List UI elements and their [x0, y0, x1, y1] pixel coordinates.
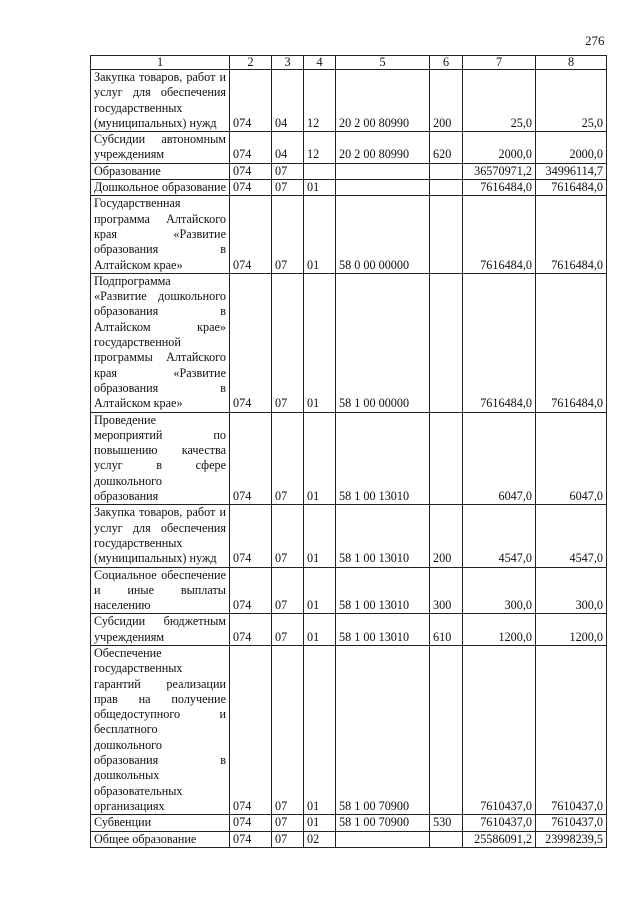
cell-expense-type: 620: [430, 132, 463, 164]
cell-target-article: [336, 180, 430, 196]
cell-ministry-code: 074: [230, 567, 272, 614]
table-row: [91, 132, 607, 164]
cell-amount-1: 7610437,0: [463, 645, 536, 814]
cell-ministry-code: 074: [230, 273, 272, 412]
column-header: 2: [230, 56, 272, 70]
cell-target-article: 58 1 00 13010: [336, 614, 430, 646]
table-row: [91, 505, 607, 567]
column-header: 3: [272, 56, 304, 70]
cell-amount-2: 7610437,0: [536, 645, 607, 814]
cell-amount-2: 34996114,7: [536, 163, 607, 179]
cell-target-article: [336, 831, 430, 847]
column-header: 5: [336, 56, 430, 70]
row-name: Субсидии бюджетным учреждениям: [91, 614, 230, 646]
cell-amount-2: 25,0: [536, 70, 607, 132]
cell-expense-type: 530: [430, 815, 463, 831]
table-row: [91, 273, 607, 412]
cell-section: 07: [272, 163, 304, 179]
cell-amount-2: 7616484,0: [536, 180, 607, 196]
cell-subsection: 12: [304, 70, 336, 132]
cell-expense-type: [430, 412, 463, 505]
cell-amount-1: 7616484,0: [463, 273, 536, 412]
table-row: [91, 614, 607, 646]
cell-amount-2: 6047,0: [536, 412, 607, 505]
cell-amount-1: 36570971,2: [463, 163, 536, 179]
cell-section: 07: [272, 567, 304, 614]
row-name: Социальное обеспечение и иные выплаты населению: [91, 567, 230, 614]
cell-section: 04: [272, 70, 304, 132]
cell-amount-2: 23998239,5: [536, 831, 607, 847]
row-name: Образование: [91, 163, 230, 179]
cell-section: 04: [272, 132, 304, 164]
cell-target-article: [336, 163, 430, 179]
cell-amount-1: 7616484,0: [463, 180, 536, 196]
cell-section: 07: [272, 831, 304, 847]
cell-target-article: 58 1 00 13010: [336, 412, 430, 505]
cell-amount-1: 300,0: [463, 567, 536, 614]
cell-subsection: 01: [304, 505, 336, 567]
cell-target-article: 58 1 00 70900: [336, 815, 430, 831]
row-name: Закупка товаров, работ и услуг для обеспечения государственных (муниципальных) нужд: [91, 70, 230, 132]
page-number: 276: [585, 33, 605, 48]
row-name: Субсидии автономным учреждениям: [91, 132, 230, 164]
cell-ministry-code: 074: [230, 132, 272, 164]
cell-section: 07: [272, 412, 304, 505]
column-header: 4: [304, 56, 336, 70]
cell-section: 07: [272, 196, 304, 273]
cell-subsection: 01: [304, 412, 336, 505]
cell-ministry-code: 074: [230, 180, 272, 196]
cell-amount-1: 2000,0: [463, 132, 536, 164]
cell-ministry-code: 074: [230, 70, 272, 132]
cell-target-article: 20 2 00 80990: [336, 132, 430, 164]
cell-expense-type: 200: [430, 70, 463, 132]
row-name: Государственная программа Алтайского края «Развитие образования в Алтайском крае»: [91, 196, 230, 273]
cell-ministry-code: 074: [230, 196, 272, 273]
cell-amount-2: 1200,0: [536, 614, 607, 646]
table-row: [91, 645, 607, 814]
cell-expense-type: 300: [430, 567, 463, 614]
cell-amount-1: 1200,0: [463, 614, 536, 646]
cell-subsection: 01: [304, 273, 336, 412]
cell-amount-1: 7616484,0: [463, 196, 536, 273]
cell-target-article: 58 1 00 70900: [336, 645, 430, 814]
cell-subsection: 01: [304, 180, 336, 196]
cell-amount-1: 7610437,0: [463, 815, 536, 831]
cell-ministry-code: 074: [230, 505, 272, 567]
cell-amount-1: 4547,0: [463, 505, 536, 567]
cell-expense-type: [430, 163, 463, 179]
cell-target-article: 58 1 00 13010: [336, 567, 430, 614]
row-name: Субвенции: [91, 815, 230, 831]
cell-target-article: 58 1 00 13010: [336, 505, 430, 567]
table-row: [91, 196, 607, 273]
cell-section: 07: [272, 645, 304, 814]
row-name: Обеспечение государственных гарантий реализации прав на получение общедоступного и бесплатного дошкольного образования в дошкольных образовательных организациях: [91, 645, 230, 814]
cell-expense-type: [430, 180, 463, 196]
cell-subsection: [304, 163, 336, 179]
table-row: [91, 412, 607, 505]
cell-subsection: 02: [304, 831, 336, 847]
cell-target-article: 58 0 00 00000: [336, 196, 430, 273]
table-row: [91, 70, 607, 132]
column-header: 8: [536, 56, 607, 70]
cell-amount-2: 7616484,0: [536, 273, 607, 412]
table-row: [91, 831, 607, 847]
cell-section: 07: [272, 815, 304, 831]
cell-expense-type: [430, 273, 463, 412]
column-header: 6: [430, 56, 463, 70]
cell-subsection: 01: [304, 196, 336, 273]
cell-ministry-code: 074: [230, 163, 272, 179]
cell-subsection: 01: [304, 567, 336, 614]
cell-amount-2: 7610437,0: [536, 815, 607, 831]
cell-amount-2: 4547,0: [536, 505, 607, 567]
cell-ministry-code: 074: [230, 645, 272, 814]
cell-amount-1: 6047,0: [463, 412, 536, 505]
table-row: [91, 815, 607, 831]
row-name: Закупка товаров, работ и услуг для обеспечения государственных (муниципальных) нужд: [91, 505, 230, 567]
cell-ministry-code: 074: [230, 831, 272, 847]
cell-amount-1: 25586091,2: [463, 831, 536, 847]
column-header: 1: [91, 56, 230, 70]
header-row: [91, 56, 607, 70]
row-name: Общее образование: [91, 831, 230, 847]
cell-section: 07: [272, 180, 304, 196]
cell-subsection: 01: [304, 815, 336, 831]
cell-section: 07: [272, 614, 304, 646]
cell-target-article: 20 2 00 80990: [336, 70, 430, 132]
cell-expense-type: [430, 645, 463, 814]
cell-ministry-code: 074: [230, 412, 272, 505]
cell-section: 07: [272, 273, 304, 412]
cell-ministry-code: 074: [230, 614, 272, 646]
column-header: 7: [463, 56, 536, 70]
row-name: Проведение мероприятий по повышению качества услуг в сфере дошкольного образования: [91, 412, 230, 505]
cell-amount-2: 7616484,0: [536, 196, 607, 273]
table-row: [91, 163, 607, 179]
cell-ministry-code: 074: [230, 815, 272, 831]
cell-subsection: 01: [304, 645, 336, 814]
cell-amount-1: 25,0: [463, 70, 536, 132]
cell-subsection: 12: [304, 132, 336, 164]
cell-amount-2: 2000,0: [536, 132, 607, 164]
cell-expense-type: [430, 196, 463, 273]
row-name: Дошкольное образование: [91, 180, 230, 196]
table-row: [91, 567, 607, 614]
cell-expense-type: [430, 831, 463, 847]
cell-expense-type: 610: [430, 614, 463, 646]
cell-amount-2: 300,0: [536, 567, 607, 614]
row-name: Подпрограмма «Развитие дошкольного образования в Алтайском крае» государственной программы Алтайского края «Развитие образования в Алтайском крае»: [91, 273, 230, 412]
budget-table: [90, 55, 607, 848]
cell-section: 07: [272, 505, 304, 567]
cell-expense-type: 200: [430, 505, 463, 567]
cell-subsection: 01: [304, 614, 336, 646]
cell-target-article: 58 1 00 00000: [336, 273, 430, 412]
table-row: [91, 180, 607, 196]
